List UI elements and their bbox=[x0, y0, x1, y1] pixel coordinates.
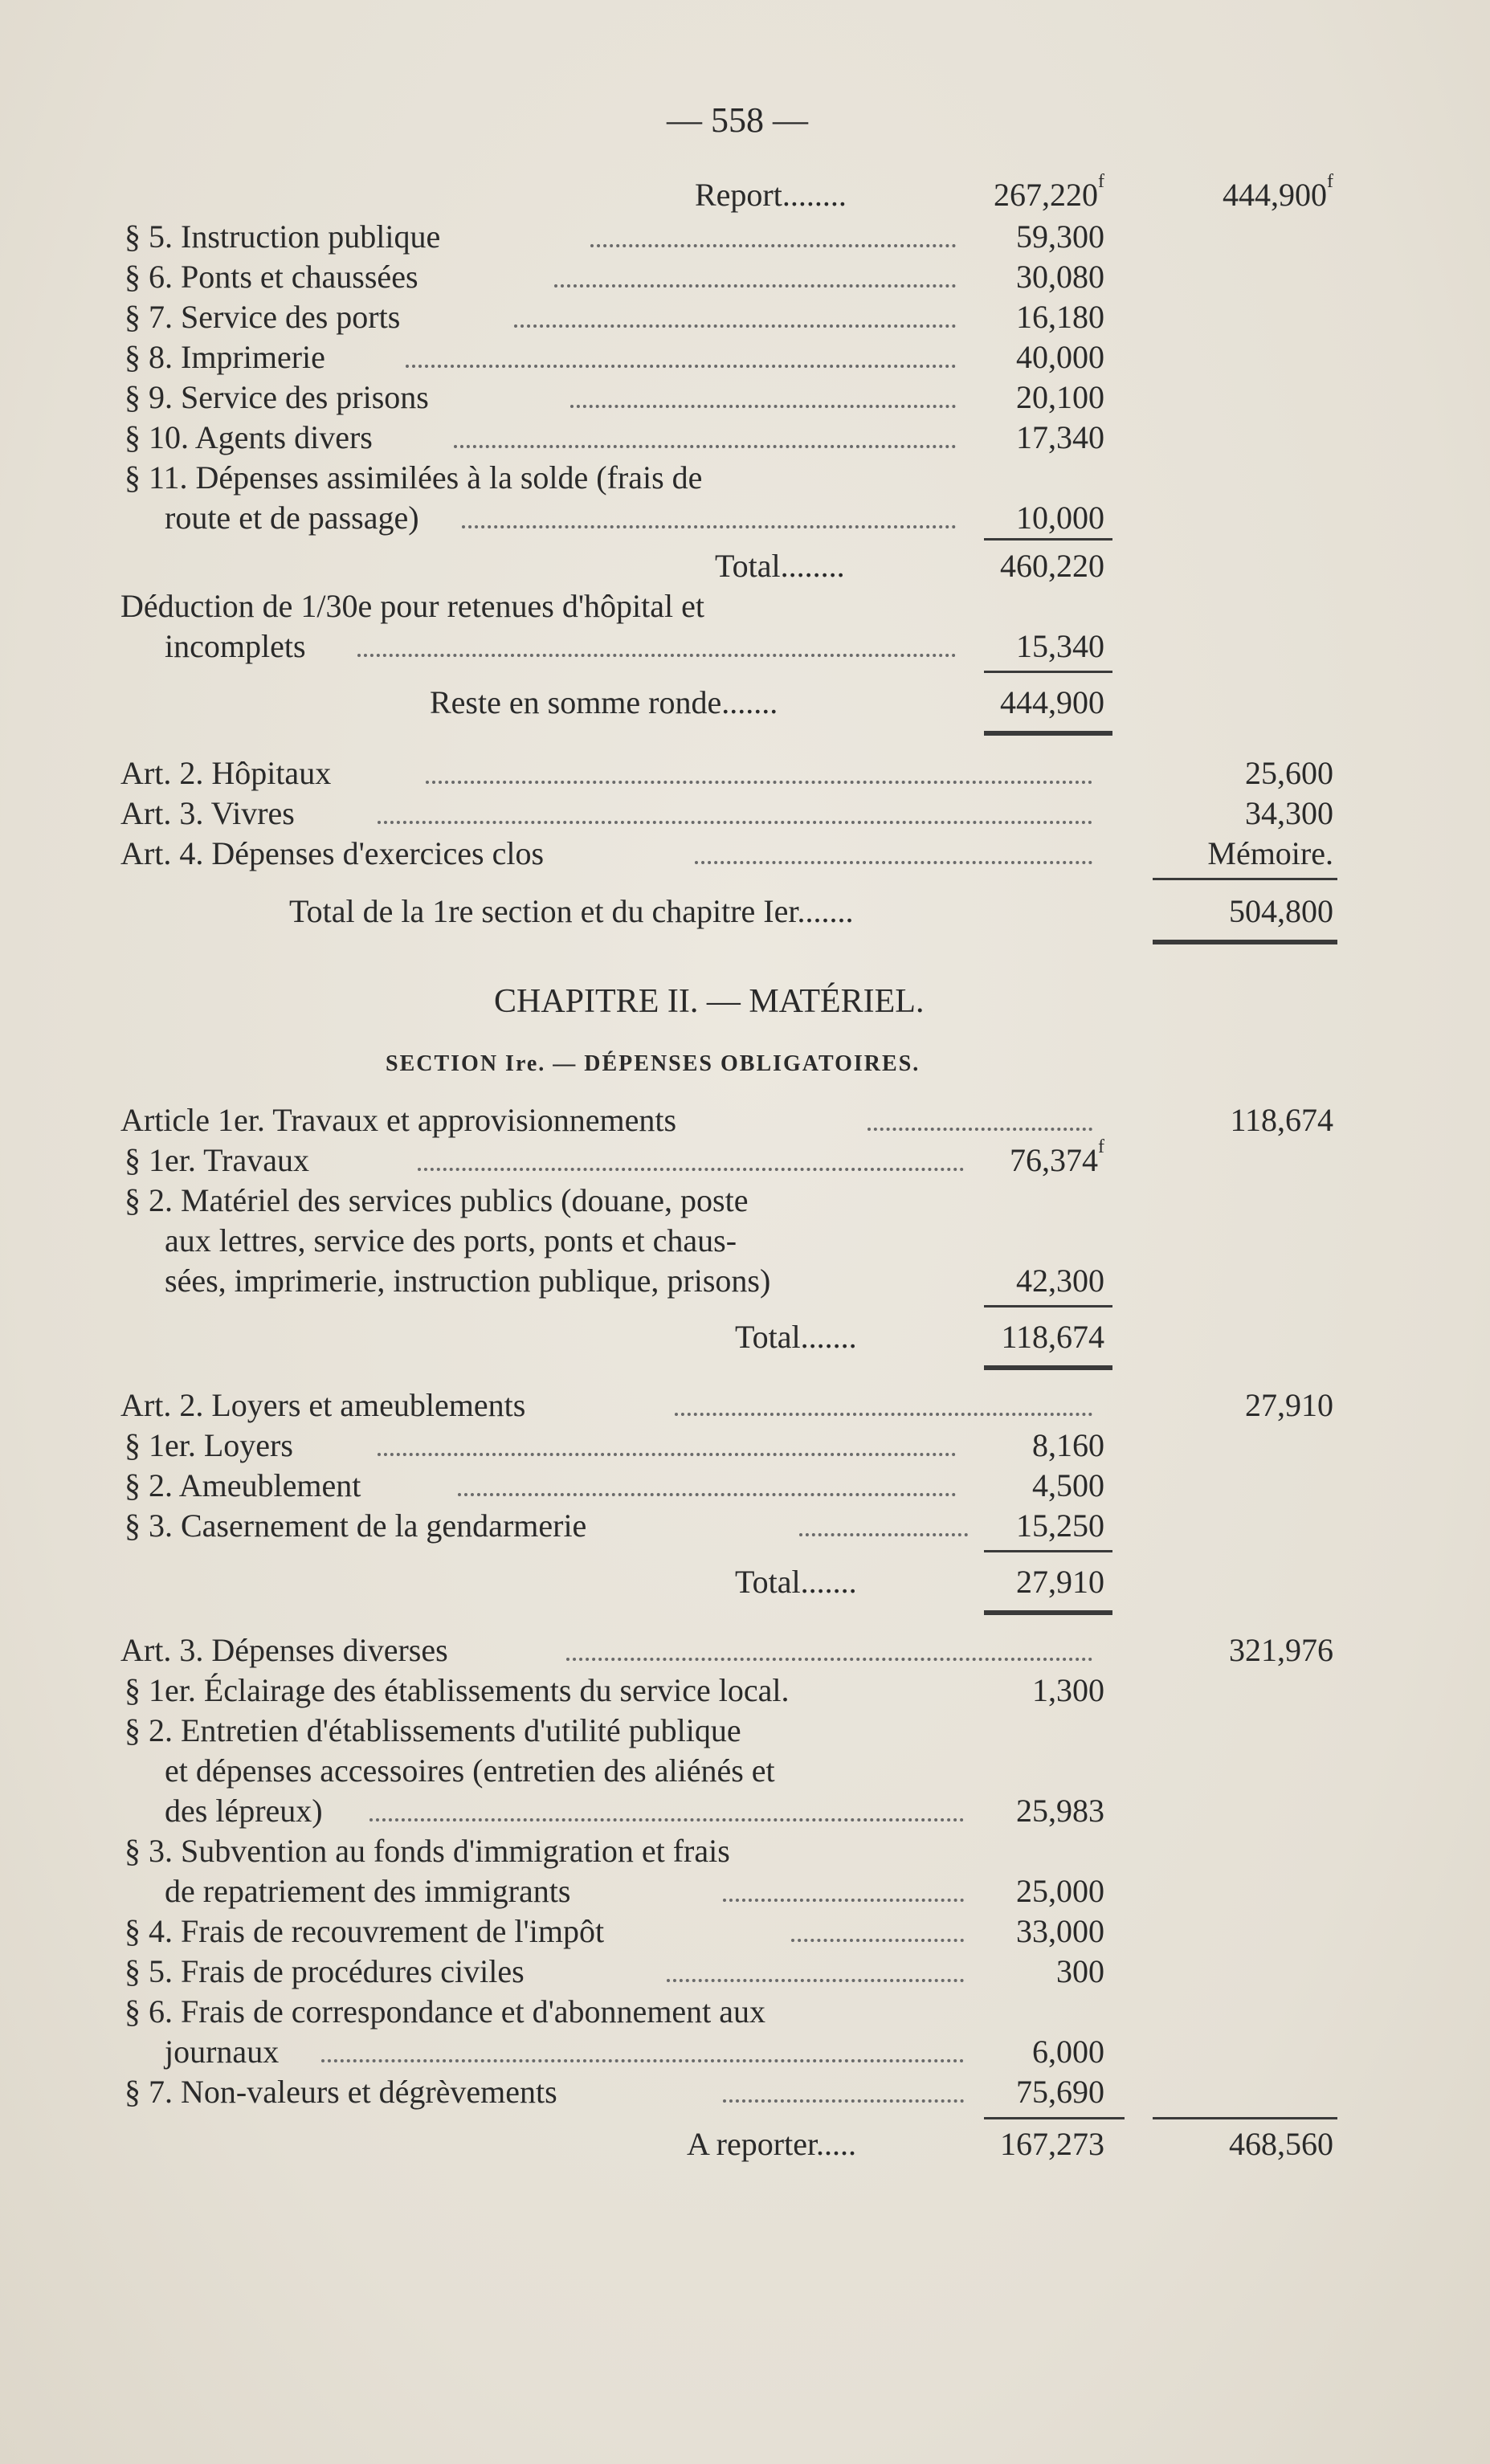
art1-par2-b: aux lettres, service des ports, ponts et chaus- bbox=[165, 1222, 737, 1259]
line-par11-b: route et de passage) bbox=[165, 500, 419, 536]
reste-value: 444,900 bbox=[1000, 684, 1104, 720]
line-par7: § 7. Service des ports bbox=[125, 299, 401, 335]
art4-value: Mémoire. bbox=[1207, 835, 1333, 871]
sum-rule bbox=[984, 2117, 1125, 2119]
double-rule bbox=[984, 731, 1112, 736]
deduction-line-b: incomplets bbox=[165, 628, 306, 664]
leader-dots bbox=[723, 2096, 964, 2103]
report-value-inner: 267,220$^f$ bbox=[994, 171, 1104, 213]
leader-dots bbox=[418, 1165, 964, 1171]
art4-label: Art. 4. Dépenses d'exercices clos bbox=[120, 835, 545, 871]
total1-label: Total........ bbox=[715, 548, 845, 584]
leader-dots bbox=[458, 1490, 956, 1496]
leader-dots bbox=[570, 402, 956, 408]
reporter-value-inner: 167,273 bbox=[1000, 2126, 1104, 2162]
line-par5: § 5. Instruction publique bbox=[125, 218, 441, 255]
leader-dots bbox=[667, 1976, 964, 1982]
art3-par2-b: et dépenses accessoires (entretien des aliénés et bbox=[165, 1752, 775, 1789]
leader-dots bbox=[723, 1895, 964, 1902]
art3-par6-b: journaux bbox=[165, 2034, 280, 2070]
art2-par1-label: § 1er. Loyers bbox=[125, 1427, 293, 1463]
leader-dots bbox=[462, 522, 956, 528]
line-par11-a: § 11. Dépenses assimilées à la solde (frais de bbox=[125, 459, 703, 496]
art2-par3-value: 15,250 bbox=[1016, 1507, 1104, 1544]
total3-value: 27,910 bbox=[1016, 1564, 1104, 1600]
leader-dots bbox=[554, 281, 956, 288]
art1-par2-c: sées, imprimerie, instruction publique, prisons) bbox=[165, 1263, 771, 1299]
art2-par2-label: § 2. Ameublement bbox=[125, 1467, 361, 1503]
line-par9: § 9. Service des prisons bbox=[125, 379, 429, 415]
leader-dots bbox=[590, 241, 956, 247]
leader-dots bbox=[378, 818, 1092, 824]
leader-dots bbox=[357, 651, 956, 657]
article1-label: Article 1er. Travaux et approvisionnements bbox=[120, 1102, 677, 1138]
art3-par3-a: § 3. Subvention au fonds d'immigration et frais bbox=[125, 1833, 730, 1869]
value-par10: 17,340 bbox=[1016, 419, 1104, 455]
total2-label: Total....... bbox=[735, 1319, 857, 1355]
art3-par2-c: des lépreux) bbox=[165, 1793, 323, 1829]
art3-par6-value: 6,000 bbox=[1032, 2034, 1104, 2070]
leader-dots bbox=[695, 858, 1092, 864]
art1-par1-label: § 1er. Travaux bbox=[125, 1142, 309, 1178]
leader-dots bbox=[514, 321, 956, 328]
leader-dots bbox=[791, 1936, 964, 1942]
report-value-outer: 444,900$^f$ bbox=[1223, 171, 1333, 213]
double-rule bbox=[984, 1365, 1112, 1370]
section-heading: SECTION Ire. — DÉPENSES OBLIGATOIRES. bbox=[386, 1051, 921, 1076]
art3-par1-value: 1,300 bbox=[1032, 1672, 1104, 1708]
value-par8: 40,000 bbox=[1016, 339, 1104, 375]
art2-loyers-value: 27,910 bbox=[1245, 1387, 1333, 1423]
art1-par2-value: 42,300 bbox=[1016, 1263, 1104, 1299]
art3-label: Art. 3. Vivres bbox=[120, 795, 295, 831]
total-section-value: 504,800 bbox=[1229, 893, 1333, 929]
leader-dots bbox=[321, 2056, 964, 2062]
double-rule bbox=[984, 1610, 1112, 1615]
sum-rule bbox=[1153, 2117, 1337, 2119]
art3-diverses-value: 321,976 bbox=[1229, 1632, 1333, 1668]
leader-dots bbox=[566, 1654, 1092, 1661]
sum-rule bbox=[1153, 878, 1337, 880]
art3-diverses-label: Art. 3. Dépenses diverses bbox=[120, 1632, 448, 1668]
art3-par7-value: 75,690 bbox=[1016, 2074, 1104, 2110]
art3-par6-a: § 6. Frais de correspondance et d'abonnement aux bbox=[125, 1993, 766, 2030]
value-par7: 16,180 bbox=[1016, 299, 1104, 335]
reporter-label: A reporter..... bbox=[687, 2126, 857, 2162]
value-par6: 30,080 bbox=[1016, 259, 1104, 295]
reste-label: Reste en somme ronde....... bbox=[430, 684, 778, 720]
art1-par2-a: § 2. Matériel des services publics (douane, poste bbox=[125, 1182, 749, 1218]
leader-dots bbox=[378, 1450, 956, 1456]
art3-par5-value: 300 bbox=[1056, 1953, 1104, 1989]
leader-dots bbox=[369, 1815, 964, 1821]
sum-rule bbox=[984, 1550, 1112, 1552]
art3-par3-value: 25,000 bbox=[1016, 1873, 1104, 1909]
value-par5: 59,300 bbox=[1016, 218, 1104, 255]
value-par11: 10,000 bbox=[1016, 500, 1104, 536]
leader-dots bbox=[867, 1124, 1092, 1131]
art3-par2-value: 25,983 bbox=[1016, 1793, 1104, 1829]
art2-par1-value: 8,160 bbox=[1032, 1427, 1104, 1463]
page-number: — 558 — bbox=[667, 100, 808, 140]
art2-par3-label: § 3. Casernement de la gendarmerie bbox=[125, 1507, 587, 1544]
reporter-value-outer: 468,560 bbox=[1229, 2126, 1333, 2162]
art2-label: Art. 2. Hôpitaux bbox=[120, 755, 332, 791]
art2-value: 25,600 bbox=[1245, 755, 1333, 791]
art2-loyers-label: Art. 2. Loyers et ameublements bbox=[120, 1387, 526, 1423]
sum-rule bbox=[984, 671, 1112, 673]
leader-dots bbox=[675, 1409, 1092, 1416]
art3-par4-label: § 4. Frais de recouvrement de l'impôt bbox=[125, 1913, 605, 1949]
art3-par1-label: § 1er. Éclairage des établissements du service local. bbox=[125, 1672, 790, 1708]
sum-rule bbox=[984, 1305, 1112, 1307]
art3-par7-label: § 7. Non-valeurs et dégrèvements bbox=[125, 2074, 557, 2110]
total1-value: 460,220 bbox=[1000, 548, 1104, 584]
art1-par1-value: 76,374$^f$ bbox=[1010, 1136, 1104, 1178]
total2-value: 118,674 bbox=[1001, 1319, 1104, 1355]
art3-par3-b: de repatriement des immigrants bbox=[165, 1873, 571, 1909]
leader-dots bbox=[426, 777, 1092, 784]
leader-dots bbox=[406, 361, 956, 368]
sum-rule bbox=[984, 538, 1112, 541]
art3-value: 34,300 bbox=[1245, 795, 1333, 831]
article1-value: 118,674 bbox=[1230, 1102, 1333, 1138]
value-par9: 20,100 bbox=[1016, 379, 1104, 415]
line-par10: § 10. Agents divers bbox=[125, 419, 373, 455]
total-section-label: Total de la 1re section et du chapitre Ier....... bbox=[289, 893, 854, 929]
art2-par2-value: 4,500 bbox=[1032, 1467, 1104, 1503]
leader-dots bbox=[454, 442, 956, 448]
line-par8: § 8. Imprimerie bbox=[125, 339, 325, 375]
double-rule bbox=[1153, 940, 1337, 944]
art3-par2-a: § 2. Entretien d'établissements d'utilité publique bbox=[125, 1712, 741, 1748]
deduction-value: 15,340 bbox=[1016, 628, 1104, 664]
line-par6: § 6. Ponts et chaussées bbox=[125, 259, 418, 295]
report-label: Report........ bbox=[695, 177, 847, 213]
chapter-heading: CHAPITRE II. — MATÉRIEL. bbox=[494, 983, 925, 1020]
deduction-line-a: Déduction de 1/30e pour retenues d'hôpital et bbox=[120, 588, 704, 624]
total3-label: Total....... bbox=[735, 1564, 857, 1600]
leader-dots bbox=[799, 1530, 968, 1536]
art3-par5-label: § 5. Frais de procédures civiles bbox=[125, 1953, 525, 1989]
art3-par4-value: 33,000 bbox=[1016, 1913, 1104, 1949]
